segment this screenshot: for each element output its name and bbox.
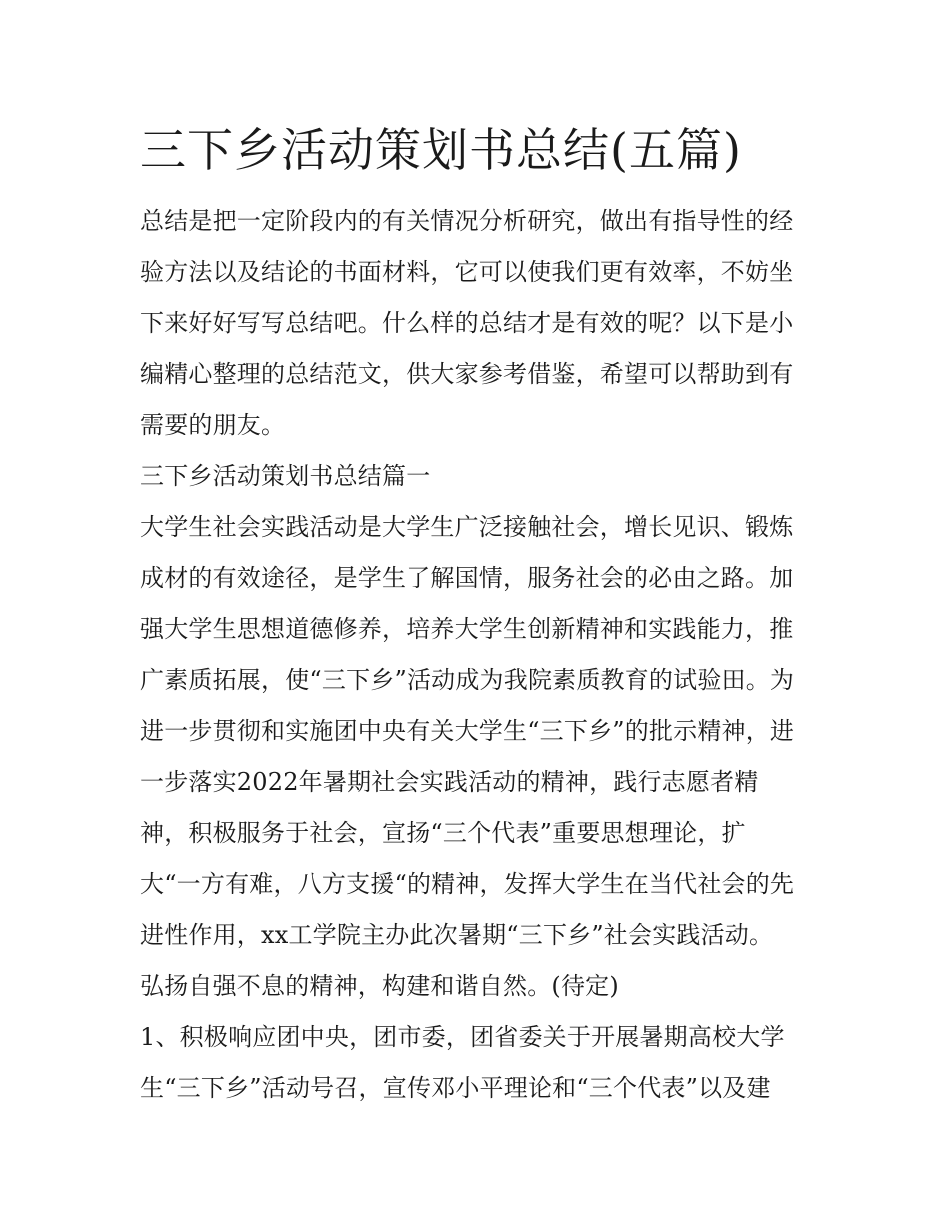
intro-line-1: 总结是把一定阶段内的有关情况分析研究，做出有指导性的经: [140, 207, 794, 235]
document-title: 三下乡活动策划书总结(五篇): [140, 123, 742, 177]
intro-line-2: 验方法以及结论的书面材料，它可以使我们更有效率，不妨坐: [140, 258, 794, 286]
intro-line-3: 下来好好写写总结吧。什么样的总结才是有效的呢？以下是小: [140, 309, 794, 337]
body-line-2: 成材的有效途径，是学生了解国情，服务社会的必由之路。加: [140, 564, 794, 592]
intro-line-4: 编精心整理的总结范文，供大家参考借鉴，希望可以帮助到有: [140, 360, 794, 388]
body-line-9: 进性作用，xx工学院主办此次暑期“三下乡”社会实践活动。: [140, 921, 774, 949]
body-line-3: 强大学生思想道德修养，培养大学生创新精神和实践能力，推: [140, 615, 794, 643]
list-item-1-line-1: 1、积极响应团中央，团市委，团省委关于开展暑期高校大学: [140, 1023, 785, 1051]
list-item-1-line-2: 生“三下乡”活动号召，宣传邓小平理论和“三个代表”以及建: [140, 1074, 771, 1102]
intro-line-5: 需要的朋友。: [140, 411, 286, 439]
document-page: [140, 112, 812, 1114]
body-line-10: 弘扬自强不息的精神，构建和谐自然。(待定): [140, 972, 619, 1000]
body-line-1: 大学生社会实践活动是大学生广泛接触社会，增长见识、锻炼: [140, 513, 794, 541]
body-line-4: 广素质拓展，使“三下乡”活动成为我院素质教育的试验田。为: [140, 666, 795, 694]
body-line-6: 一步落实2022年暑期社会实践活动的精神，践行志愿者精: [140, 768, 759, 796]
body-line-7: 神，积极服务于社会，宣扬“三个代表”重要思想理论，扩: [140, 819, 746, 847]
section-heading: 三下乡活动策划书总结篇一: [140, 462, 431, 490]
body-line-5: 进一步贯彻和实施团中央有关大学生“三下乡”的批示精神，进: [140, 717, 795, 745]
body-line-8: 大“一方有难，八方支援“的精神，发挥大学生在当代社会的先: [140, 870, 795, 898]
